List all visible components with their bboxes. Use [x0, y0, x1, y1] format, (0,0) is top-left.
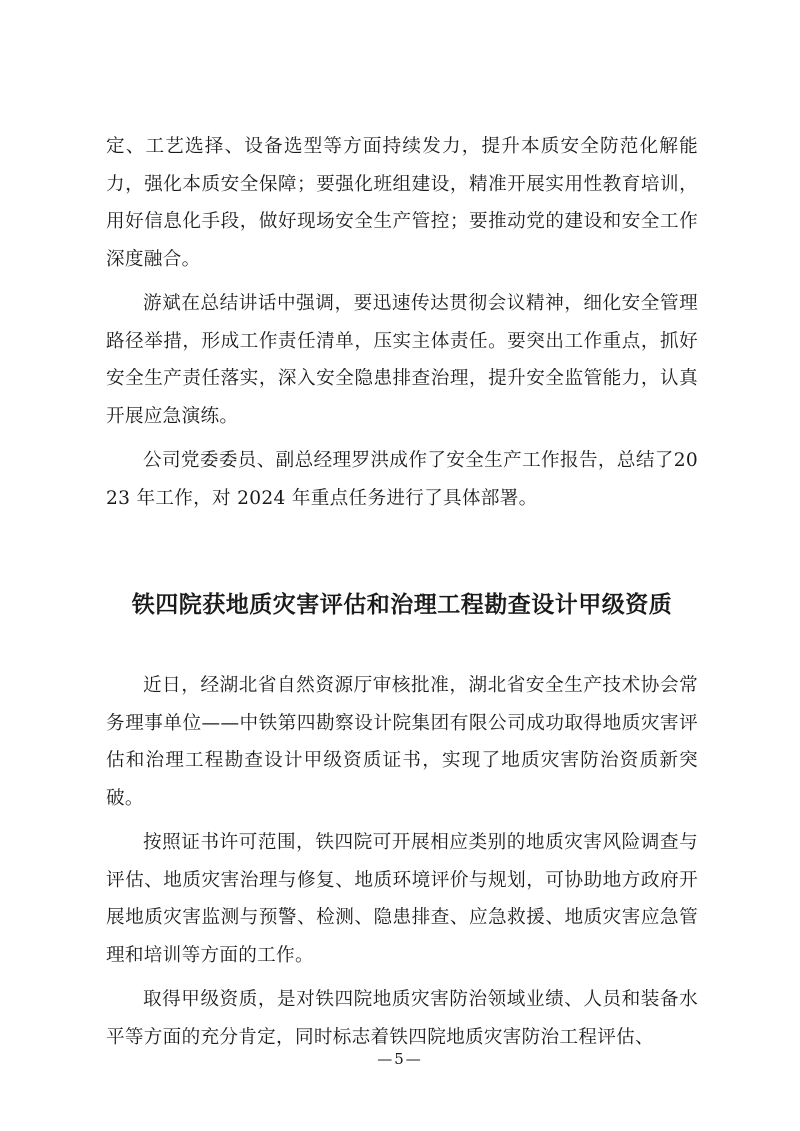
- paragraph-continued-1: 定、工艺选择、设备选型等方面持续发力，提升本质安全防范化解能力，强化本质安全保障；要强化班组建设，精准开展实用性教育培训，用好信息化手段，做好现场安全生产管控；要推动党的建设和安全工作深度融合。: [106, 136, 698, 270]
- article-paragraph-3: 取得甲级资质，是对铁四院地质灾害防治领域业绩、人员和装备水平等方面的充分肯定，同时标志着铁四院地质灾害防治工程评估、: [106, 989, 698, 1048]
- article-paragraph-2: 按照证书许可范围，铁四院可开展相应类别的地质灾害风险调查与评估、地质灾害治理与修复、地质环境评价与规划，可协助地方政府开展地质灾害监测与预警、检测、隐患排查、应急救援、地质灾害应急管理和培训等方面的工作。: [106, 832, 698, 966]
- page-content: [106, 128, 698, 1063]
- article-paragraph-1: 近日，经湖北省自然资源厅审核批准，湖北省安全生产技术协会常务理事单位——中铁第四勘察设计院集团有限公司成功取得地质灾害评估和治理工程勘查设计甲级资质证书，实现了地质灾害防治资质新突破。: [106, 675, 698, 809]
- paragraph-closing-speech: 游斌在总结讲话中强调，要迅速传达贯彻会议精神，细化安全管理路径举措，形成工作责任清单，压实主体责任。要突出工作重点，抓好安全生产责任落实，深入安全隐患排查治理，提升安全监管能力，认真开展应急演练。: [106, 293, 698, 427]
- paragraph-safety-report: 公司党委委员、副总经理罗洪成作了安全生产工作报告，总结了2023 年工作，对 2024 年重点任务进行了具体部署。: [106, 450, 698, 509]
- page-number: —5—: [377, 1050, 423, 1068]
- article-title: 铁四院获地质灾害评估和治理工程勘查设计甲级资质: [131, 591, 673, 618]
